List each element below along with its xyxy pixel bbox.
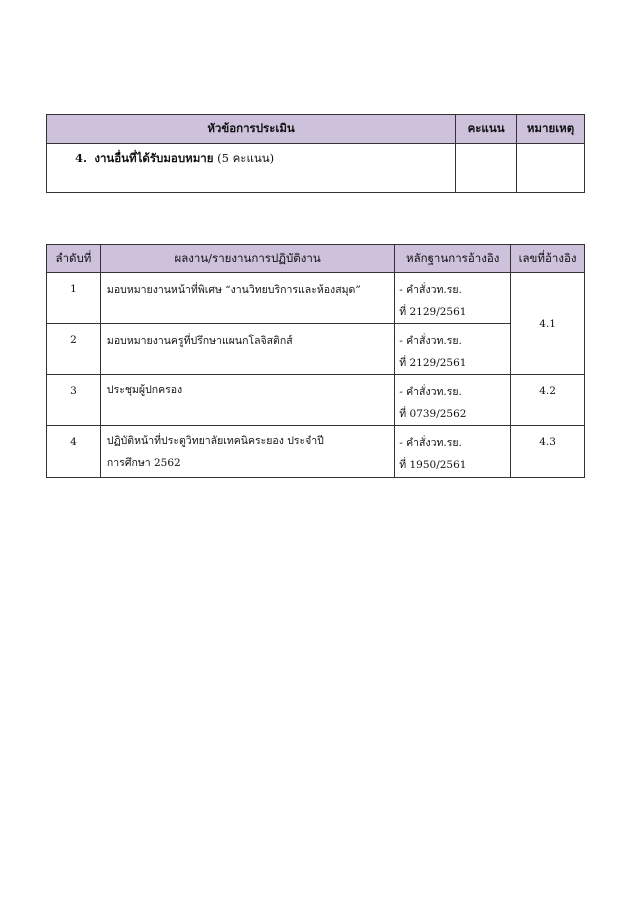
header-remarks: หมายเหตุ: [517, 115, 585, 144]
evaluation-table: [46, 114, 585, 193]
table-row: [47, 426, 585, 478]
row-number: 2: [47, 324, 101, 375]
evidence-line: - คำสั่งวท.รย.: [399, 437, 462, 449]
table-row: [47, 273, 585, 324]
row-evidence: [395, 375, 511, 426]
works-table: [46, 244, 585, 478]
evaluation-item: [47, 144, 456, 193]
works-header-row: [47, 245, 585, 273]
row-title-line: การศึกษา 2562: [106, 457, 181, 469]
table-row: [47, 375, 585, 426]
evaluation-header-row: [47, 115, 585, 144]
header-evaluation-topic: หัวข้อการประเมิน: [47, 115, 456, 144]
header-evidence: หลักฐานการอ้างอิง: [395, 245, 511, 273]
row-title: มอบหมายงานครูที่ปรึกษาแผนกโลจิสติกส์: [100, 324, 394, 375]
remarks-cell: [517, 144, 585, 193]
row-title: [100, 426, 394, 478]
row-ref-number: 4.3: [511, 426, 585, 478]
evaluation-item-text: [47, 144, 455, 168]
table-row: [47, 324, 585, 375]
evidence-number: ที่ 0739/2562: [399, 408, 467, 420]
row-evidence: [395, 273, 511, 324]
header-order: ลำดับที่: [47, 245, 101, 273]
evidence-line: - คำสั่งวท.รย.: [399, 335, 462, 347]
row-title-line: ปฏิบัติหน้าที่ประตูวิทยาลัยเทคนิคระยอง ประจำปี: [106, 435, 324, 447]
row-title: มอบหมายงานหน้าที่พิเศษ “งานวิทยบริการและห้องสมุด”: [100, 273, 394, 324]
row-title: ประชุมผู้ปกครอง: [100, 375, 394, 426]
row-ref-number: 4.2: [511, 375, 585, 426]
row-number: 1: [47, 273, 101, 324]
header-score: คะแนน: [456, 115, 517, 144]
item-points: (5 คะแนน): [217, 151, 275, 165]
evidence-number: ที่ 1950/2561: [399, 459, 467, 471]
row-evidence: [395, 324, 511, 375]
row-number: 4: [47, 426, 101, 478]
evidence-line: - คำสั่งวท.รย.: [399, 386, 462, 398]
evidence-line: - คำสั่งวท.รย.: [399, 284, 462, 296]
row-ref-number: 4.1: [511, 273, 585, 375]
evaluation-row: [47, 144, 585, 193]
score-cell: [456, 144, 517, 193]
header-work: ผลงาน/รายงานการปฏิบัติงาน: [100, 245, 394, 273]
header-ref-number: เลขที่อ้างอิง: [511, 245, 585, 273]
evidence-number: ที่ 2129/2561: [399, 357, 467, 369]
item-number: 4.: [75, 151, 88, 165]
row-number: 3: [47, 375, 101, 426]
evidence-number: ที่ 2129/2561: [399, 306, 467, 318]
row-evidence: [395, 426, 511, 478]
item-title: งานอื่นที่ได้รับมอบหมาย: [94, 151, 214, 165]
